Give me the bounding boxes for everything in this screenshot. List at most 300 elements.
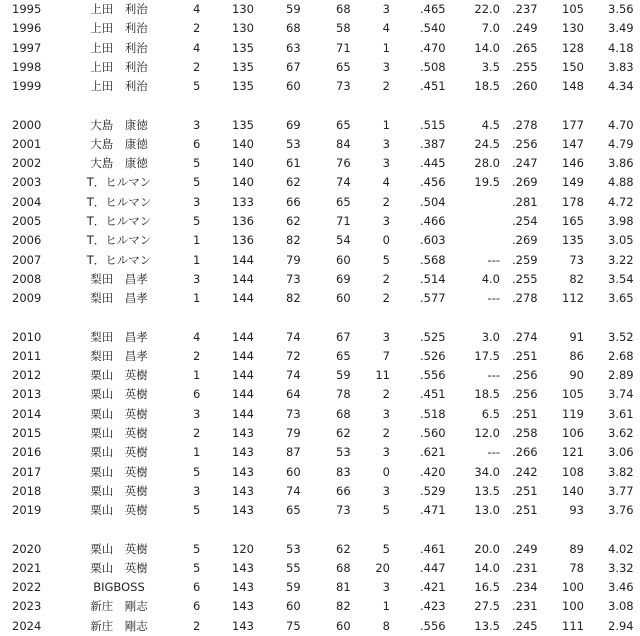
cell-games: 140	[232, 156, 254, 171]
cell-home-runs: 147	[562, 136, 584, 151]
cell-win-pct: .508	[420, 59, 446, 74]
cell-games: 140	[232, 136, 254, 151]
cell-home-runs: 73	[569, 252, 584, 267]
cell-batting-avg: .269	[512, 233, 538, 248]
cell-wins: 82	[286, 233, 301, 248]
cell-games: 130	[232, 2, 254, 16]
cell-ties: 1	[382, 117, 390, 132]
cell-rank: 5	[193, 79, 201, 94]
cell-rank: 3	[193, 406, 201, 421]
table-row	[0, 58, 640, 77]
table-row	[0, 424, 640, 443]
cell-ties: 5	[382, 252, 390, 267]
table-row	[0, 19, 640, 38]
cell-era: 3.83	[608, 59, 634, 74]
cell-year: 2002	[12, 156, 42, 171]
cell-ties: 4	[382, 21, 390, 36]
table-row	[0, 289, 640, 308]
cell-wins: 60	[286, 79, 301, 94]
cell-rank: 5	[193, 541, 201, 556]
table-row	[0, 77, 640, 96]
cell-games: 133	[232, 194, 254, 209]
cell-wins: 67	[286, 59, 301, 74]
cell-wins: 79	[286, 426, 301, 440]
cell-batting-avg: .231	[512, 560, 538, 575]
cell-era: 2.94	[608, 618, 634, 633]
cell-year: 2010	[12, 329, 42, 344]
table-row	[0, 116, 640, 135]
cell-wins: 61	[286, 156, 301, 171]
cell-win-pct: .466	[420, 214, 446, 228]
cell-wins: 74	[286, 483, 301, 498]
cell-manager: 栗山 英樹	[90, 406, 148, 421]
cell-games-behind: 13.5	[474, 618, 500, 633]
cell-losses: 66	[336, 483, 351, 498]
cell-era: 3.54	[608, 271, 634, 286]
cell-era: 3.32	[608, 560, 634, 575]
cell-ties: 2	[382, 291, 390, 306]
cell-rank: 5	[193, 214, 201, 228]
cell-games-behind: 20.0	[474, 541, 500, 556]
cell-games-behind: ---	[487, 445, 500, 460]
cell-rank: 2	[193, 618, 201, 633]
cell-losses: 68	[336, 2, 351, 16]
cell-home-runs: 146	[562, 156, 584, 171]
cell-home-runs: 82	[569, 271, 584, 286]
cell-games: 135	[232, 59, 254, 74]
cell-games-behind: 14.0	[474, 40, 500, 55]
cell-year: 2009	[12, 291, 42, 306]
cell-batting-avg: .251	[512, 503, 538, 518]
cell-wins: 75	[286, 618, 301, 633]
cell-rank: 2	[193, 348, 201, 363]
cell-games: 130	[232, 21, 254, 36]
cell-manager: 梨田 昌孝	[90, 271, 148, 286]
cell-year: 2013	[12, 387, 42, 402]
cell-win-pct: .451	[420, 387, 446, 402]
cell-wins: 69	[286, 117, 301, 132]
cell-manager: 栗山 英樹	[90, 464, 148, 479]
cell-batting-avg: .278	[512, 291, 538, 306]
cell-manager: T．ヒルマン	[86, 175, 152, 190]
cell-batting-avg: .260	[512, 79, 538, 94]
cell-losses: 68	[336, 560, 351, 575]
cell-ties: 8	[382, 618, 390, 633]
cell-ties: 11	[375, 368, 390, 383]
cell-manager: 栗山 英樹	[90, 503, 148, 518]
cell-ties: 2	[382, 194, 390, 209]
cell-losses: 62	[336, 541, 351, 556]
cell-batting-avg: .265	[512, 40, 538, 55]
cell-batting-avg: .255	[512, 59, 538, 74]
table-row	[0, 212, 640, 231]
cell-losses: 73	[336, 79, 351, 94]
cell-win-pct: .518	[420, 406, 446, 421]
cell-losses: 65	[336, 348, 351, 363]
cell-year: 2006	[12, 233, 42, 248]
cell-batting-avg: .245	[512, 618, 538, 633]
cell-ties: 3	[382, 214, 390, 228]
table-row	[0, 501, 640, 520]
cell-ties: 20	[375, 560, 390, 575]
cell-manager: 栗山 英樹	[90, 445, 148, 460]
cell-manager: 大島 康徳	[90, 117, 148, 132]
cell-year: 2008	[12, 271, 42, 286]
cell-manager: 上田 利治	[90, 21, 148, 36]
cell-home-runs: 140	[562, 483, 584, 498]
cell-ties: 0	[382, 233, 390, 248]
cell-rank: 3	[193, 483, 201, 498]
cell-games-behind: 3.0	[481, 329, 500, 344]
cell-games: 143	[232, 464, 254, 479]
cell-era: 3.61	[608, 406, 634, 421]
cell-losses: 76	[336, 156, 351, 171]
cell-rank: 2	[193, 426, 201, 440]
cell-wins: 53	[286, 541, 301, 556]
cell-era: 3.22	[608, 252, 634, 267]
cell-rank: 1	[193, 291, 201, 306]
cell-win-pct: .471	[420, 503, 446, 518]
table-row	[0, 154, 640, 173]
table-row	[0, 251, 640, 270]
cell-manager: BIGBOSS	[93, 580, 145, 595]
cell-manager: 梨田 昌孝	[90, 291, 148, 306]
cell-manager: 上田 利治	[90, 59, 148, 74]
cell-manager: 上田 利治	[90, 79, 148, 94]
cell-batting-avg: .258	[512, 426, 538, 440]
cell-year: 2005	[12, 214, 42, 228]
cell-games-behind: 18.5	[474, 387, 500, 402]
cell-wins: 68	[286, 21, 301, 36]
cell-wins: 74	[286, 368, 301, 383]
cell-games: 143	[232, 560, 254, 575]
cell-games: 143	[232, 580, 254, 595]
cell-ties: 2	[382, 387, 390, 402]
cell-ties: 3	[382, 406, 390, 421]
table-row	[0, 482, 640, 501]
cell-batting-avg: .249	[512, 541, 538, 556]
cell-ties: 3	[382, 156, 390, 171]
cell-games-behind: 13.5	[474, 483, 500, 498]
cell-rank: 6	[193, 387, 201, 402]
cell-wins: 73	[286, 406, 301, 421]
cell-batting-avg: .266	[512, 445, 538, 460]
cell-year: 1999	[12, 79, 42, 94]
cell-era: 3.76	[608, 503, 634, 518]
table-row	[0, 540, 640, 559]
cell-era: 2.89	[608, 368, 634, 383]
cell-home-runs: 119	[562, 406, 584, 421]
cell-losses: 65	[336, 59, 351, 74]
cell-home-runs: 130	[562, 21, 584, 36]
cell-home-runs: 78	[569, 560, 584, 575]
cell-era: 2.68	[608, 348, 634, 363]
cell-manager: 栗山 英樹	[90, 483, 148, 498]
cell-losses: 81	[336, 580, 351, 595]
cell-batting-avg: .231	[512, 599, 538, 614]
cell-win-pct: .387	[420, 136, 446, 151]
cell-wins: 60	[286, 599, 301, 614]
cell-rank: 1	[193, 445, 201, 460]
cell-games: 144	[232, 271, 254, 286]
cell-wins: 72	[286, 348, 301, 363]
cell-games-behind: 4.0	[481, 271, 500, 286]
table-row	[0, 597, 640, 616]
cell-era: 4.34	[608, 79, 634, 94]
cell-games-behind: 6.5	[481, 406, 500, 421]
cell-ties: 2	[382, 79, 390, 94]
cell-win-pct: .540	[420, 21, 446, 36]
cell-batting-avg: .234	[512, 580, 538, 595]
cell-games-behind: 19.5	[474, 175, 500, 190]
cell-year: 2019	[12, 503, 42, 518]
cell-wins: 73	[286, 271, 301, 286]
cell-games: 136	[232, 214, 254, 228]
cell-games: 143	[232, 618, 254, 633]
cell-year: 2024	[12, 618, 42, 633]
table-row	[0, 463, 640, 482]
cell-era: 3.86	[608, 156, 634, 171]
cell-wins: 62	[286, 175, 301, 190]
cell-year: 2011	[12, 348, 42, 363]
cell-home-runs: 148	[562, 79, 584, 94]
cell-era: 3.56	[608, 2, 634, 16]
table-row	[0, 135, 640, 154]
cell-year: 2022	[12, 580, 42, 595]
cell-year: 2016	[12, 445, 42, 460]
cell-wins: 53	[286, 136, 301, 151]
cell-manager: 新庄 剛志	[90, 599, 148, 614]
table-row	[0, 328, 640, 347]
cell-rank: 4	[193, 329, 201, 344]
cell-games: 140	[232, 175, 254, 190]
cell-games: 135	[232, 40, 254, 55]
cell-games-behind: 14.0	[474, 560, 500, 575]
cell-year: 2003	[12, 175, 42, 190]
cell-losses: 65	[336, 194, 351, 209]
cell-ties: 3	[382, 329, 390, 344]
cell-year: 2015	[12, 426, 42, 440]
cell-games-behind: 4.5	[481, 117, 500, 132]
cell-manager: 梨田 昌孝	[90, 329, 148, 344]
cell-era: 4.88	[608, 175, 634, 190]
cell-year: 2012	[12, 368, 42, 383]
cell-rank: 4	[193, 40, 201, 55]
cell-games-behind: 16.5	[474, 580, 500, 595]
cell-era: 3.52	[608, 329, 634, 344]
cell-batting-avg: .255	[512, 271, 538, 286]
cell-games: 136	[232, 233, 254, 248]
cell-win-pct: .515	[420, 117, 446, 132]
cell-ties: 1	[382, 599, 390, 614]
table-row	[0, 617, 640, 636]
cell-era: 3.77	[608, 483, 634, 498]
cell-batting-avg: .278	[512, 117, 538, 132]
cell-win-pct: .504	[420, 194, 446, 209]
table-row	[0, 559, 640, 578]
cell-batting-avg: .251	[512, 483, 538, 498]
cell-win-pct: .556	[420, 618, 446, 633]
cell-rank: 3	[193, 271, 201, 286]
cell-games-behind: 12.0	[474, 426, 500, 440]
cell-win-pct: .420	[420, 464, 446, 479]
cell-rank: 2	[193, 59, 201, 74]
cell-home-runs: 111	[562, 618, 584, 633]
cell-games-behind: 24.5	[474, 136, 500, 151]
cell-manager: T．ヒルマン	[86, 252, 152, 267]
cell-home-runs: 128	[562, 40, 584, 55]
cell-batting-avg: .256	[512, 136, 538, 151]
cell-losses: 54	[336, 233, 351, 248]
cell-win-pct: .514	[420, 271, 446, 286]
cell-era: 4.02	[608, 541, 634, 556]
cell-win-pct: .568	[420, 252, 446, 267]
cell-losses: 68	[336, 406, 351, 421]
cell-losses: 78	[336, 387, 351, 402]
table-row	[0, 385, 640, 404]
cell-losses: 59	[336, 368, 351, 383]
cell-games-behind: ---	[487, 252, 500, 267]
cell-games-behind: 28.0	[474, 156, 500, 171]
cell-wins: 63	[286, 40, 301, 55]
cell-batting-avg: .247	[512, 156, 538, 171]
cell-losses: 82	[336, 599, 351, 614]
cell-rank: 2	[193, 21, 201, 36]
cell-home-runs: 89	[569, 541, 584, 556]
cell-losses: 73	[336, 503, 351, 518]
cell-manager: T．ヒルマン	[86, 233, 152, 248]
cell-era: 3.08	[608, 599, 634, 614]
cell-era: 3.98	[608, 214, 634, 228]
cell-home-runs: 149	[562, 175, 584, 190]
table-row	[0, 443, 640, 462]
cell-era: 3.05	[608, 233, 634, 248]
cell-games: 144	[232, 329, 254, 344]
cell-losses: 69	[336, 271, 351, 286]
cell-games: 144	[232, 252, 254, 267]
cell-ties: 3	[382, 445, 390, 460]
cell-win-pct: .470	[420, 40, 446, 55]
cell-wins: 62	[286, 214, 301, 228]
cell-ties: 5	[382, 541, 390, 556]
cell-games: 144	[232, 368, 254, 383]
table-row	[0, 173, 640, 192]
cell-era: 4.18	[608, 40, 634, 55]
cell-manager: 栗山 英樹	[90, 426, 148, 440]
cell-win-pct: .447	[420, 560, 446, 575]
cell-ties: 1	[382, 40, 390, 55]
cell-home-runs: 100	[562, 580, 584, 595]
cell-ties: 0	[382, 464, 390, 479]
cell-ties: 7	[382, 348, 390, 363]
cell-games: 143	[232, 503, 254, 518]
cell-games-behind: 22.0	[474, 2, 500, 16]
cell-era: 3.74	[608, 387, 634, 402]
cell-win-pct: .451	[420, 79, 446, 94]
cell-manager: 梨田 昌孝	[90, 348, 148, 363]
cell-losses: 71	[336, 40, 351, 55]
cell-home-runs: 108	[562, 464, 584, 479]
cell-rank: 3	[193, 194, 201, 209]
cell-win-pct: .525	[420, 329, 446, 344]
cell-games: 143	[232, 483, 254, 498]
cell-games: 144	[232, 387, 254, 402]
cell-losses: 58	[336, 21, 351, 36]
cell-year: 2007	[12, 252, 42, 267]
cell-games-behind: 13.0	[474, 503, 500, 518]
cell-wins: 66	[286, 194, 301, 209]
cell-batting-avg: .256	[512, 368, 538, 383]
cell-batting-avg: .259	[512, 252, 538, 267]
cell-era: 3.82	[608, 464, 634, 479]
cell-year: 1997	[12, 40, 42, 55]
cell-manager: 栗山 英樹	[90, 387, 148, 402]
table-row	[0, 366, 640, 385]
cell-games: 143	[232, 426, 254, 440]
cell-losses: 65	[336, 117, 351, 132]
table-row	[0, 193, 640, 212]
cell-rank: 5	[193, 464, 201, 479]
cell-rank: 6	[193, 599, 201, 614]
cell-ties: 3	[382, 2, 390, 16]
cell-rank: 6	[193, 136, 201, 151]
cell-rank: 5	[193, 560, 201, 575]
cell-manager: 大島 康徳	[90, 156, 148, 171]
cell-win-pct: .465	[420, 2, 446, 16]
cell-batting-avg: .237	[512, 2, 538, 16]
cell-year: 2023	[12, 599, 42, 614]
table-row	[0, 347, 640, 366]
cell-games: 143	[232, 599, 254, 614]
cell-batting-avg: .256	[512, 387, 538, 402]
cell-home-runs: 150	[562, 59, 584, 74]
cell-wins: 74	[286, 329, 301, 344]
cell-wins: 79	[286, 252, 301, 267]
cell-era: 3.06	[608, 445, 634, 460]
cell-era: 3.49	[608, 21, 634, 36]
cell-year: 2020	[12, 541, 42, 556]
cell-losses: 74	[336, 175, 351, 190]
cell-games-behind: 34.0	[474, 464, 500, 479]
cell-win-pct: .560	[420, 426, 446, 440]
cell-games-behind: 3.5	[481, 59, 500, 74]
cell-wins: 59	[286, 2, 301, 16]
cell-games: 120	[232, 541, 254, 556]
cell-wins: 82	[286, 291, 301, 306]
cell-year: 2000	[12, 117, 42, 132]
cell-rank: 6	[193, 580, 201, 595]
cell-games-behind: ---	[487, 291, 500, 306]
cell-games: 144	[232, 291, 254, 306]
cell-win-pct: .577	[420, 291, 446, 306]
cell-losses: 67	[336, 329, 351, 344]
table-row	[0, 0, 640, 19]
cell-games: 135	[232, 117, 254, 132]
cell-ties: 2	[382, 271, 390, 286]
cell-win-pct: .421	[420, 580, 446, 595]
cell-home-runs: 100	[562, 599, 584, 614]
cell-batting-avg: .251	[512, 406, 538, 421]
cell-manager: 新庄 剛志	[90, 618, 148, 633]
cell-wins: 55	[286, 560, 301, 575]
cell-manager: T．ヒルマン	[86, 194, 152, 209]
table-row	[0, 39, 640, 58]
cell-year: 2004	[12, 194, 42, 209]
cell-rank: 1	[193, 252, 201, 267]
cell-win-pct: .603	[420, 233, 446, 248]
cell-win-pct: .461	[420, 541, 446, 556]
cell-losses: 60	[336, 291, 351, 306]
